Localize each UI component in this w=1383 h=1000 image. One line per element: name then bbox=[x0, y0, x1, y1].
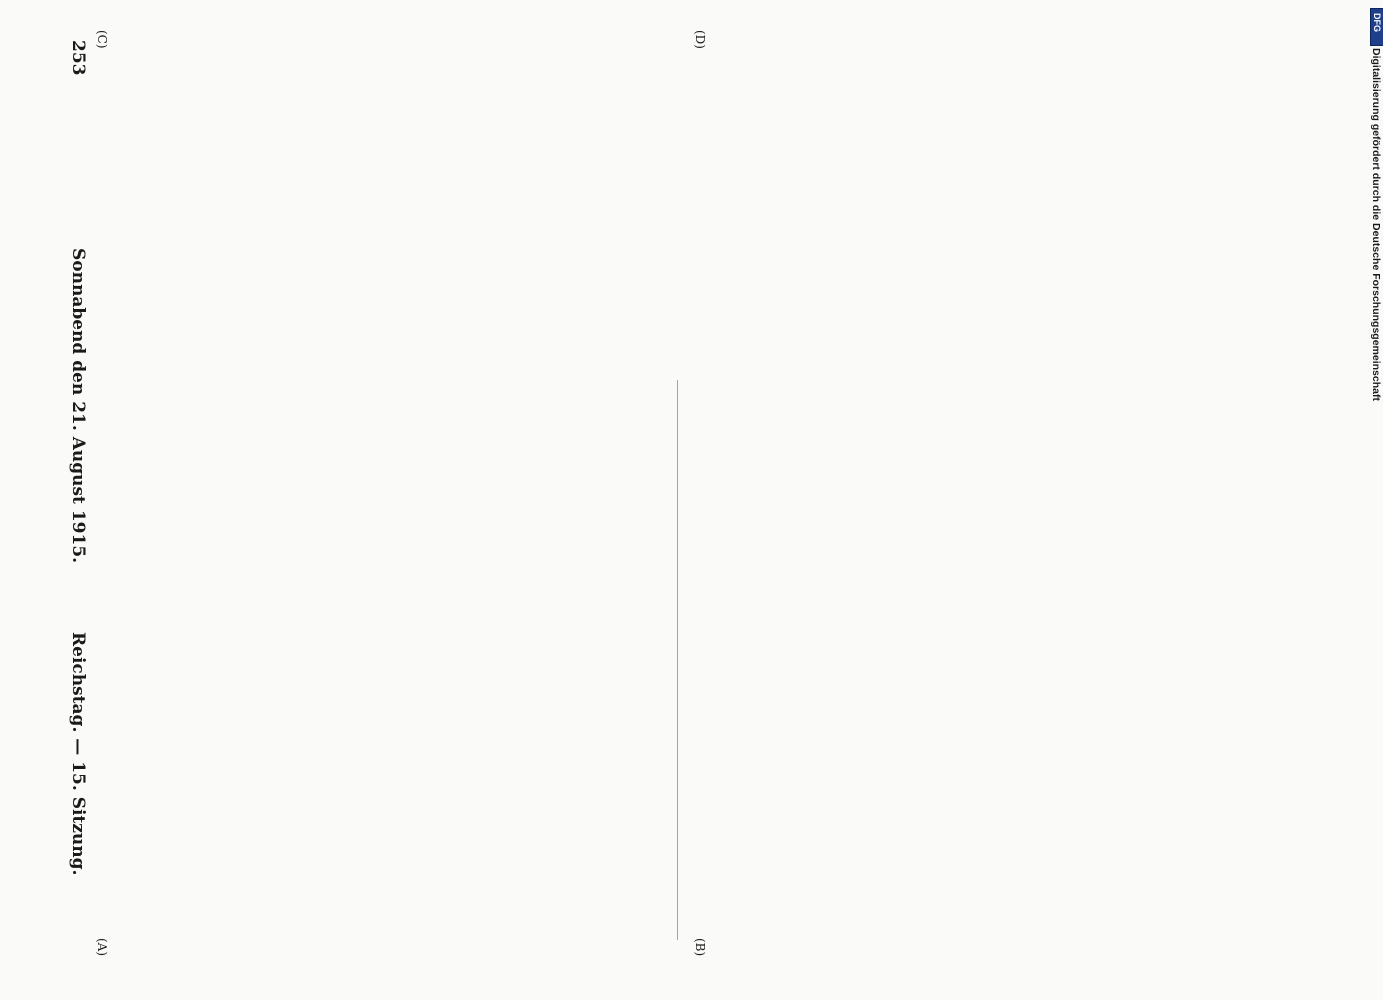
column-left bbox=[103, 505, 1303, 940]
digitization-attribution: Digitalisierung gefördert durch die Deutsche Forschungsgemeinschaft bbox=[1370, 48, 1382, 401]
page-number: 253 bbox=[68, 40, 88, 76]
margin-marker-d: (D) bbox=[693, 30, 707, 49]
dfg-logo: DFG bbox=[1370, 8, 1383, 46]
margin-marker-c: (C) bbox=[95, 30, 109, 49]
margin-marker-a: (A) bbox=[95, 938, 109, 957]
running-header-center: Sonnabend den 21. August 1915. bbox=[68, 248, 88, 564]
margin-marker-b: (B) bbox=[693, 938, 707, 957]
running-header-left: Reichstag. — 15. Sitzung. bbox=[68, 632, 88, 876]
column-divider bbox=[677, 380, 678, 940]
column-right bbox=[103, 60, 1303, 490]
